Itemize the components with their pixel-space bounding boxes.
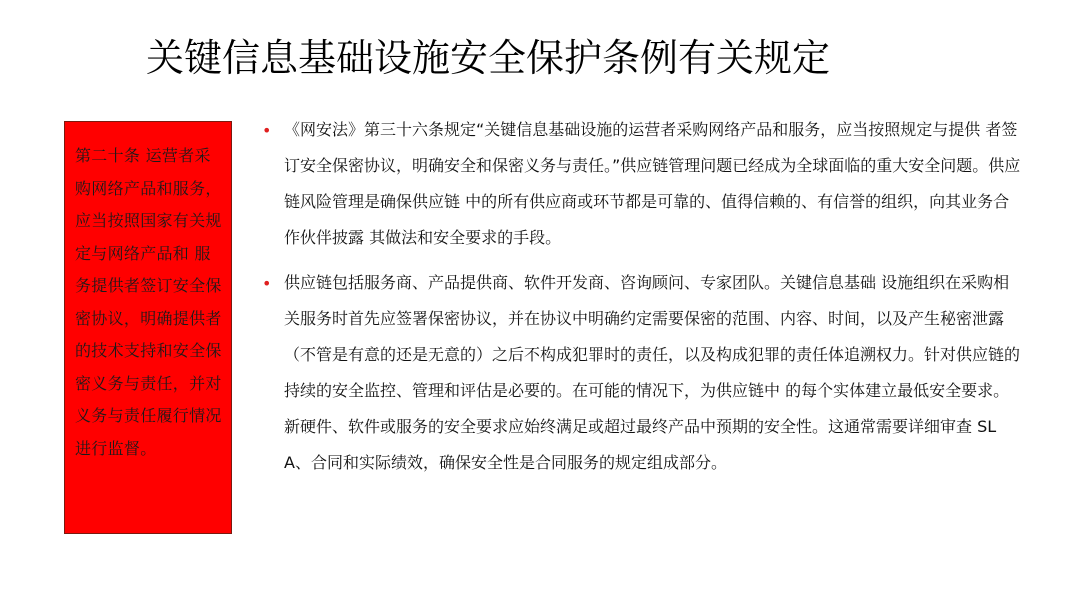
bullet-dot-icon: • — [262, 274, 272, 293]
bullet-text: 供应链包括服务商、产品提供商、软件开发商、咨询顾问、专家团队。关键信息基础 设施组织在采购相关服务时首先应签署保密协议，并在协议中明确约定需要保密的范围、内容、时间，以及产生秘密泄露（不管是有意的还是无意的）之后不构成犯罪时的责任，以及构成犯罪的责任体追溯权力。针对供应链的持续的安全监控、管理和评估是必要的。在可能的情况下，为供应链中 的每个实体建立最低安全要求。新硬件、软件或服务的安全要求应始终满足或超过最终产品中预期的安全性。这通常需要详细审查 SLA、合同和实际绩效，确保安全性是合同服务的规定组成部分。 — [284, 273, 1021, 472]
article-callout-text: 第二十条 运营者采购网络产品和服务，应当按照国家有关规定与网络产品和 服务提供者签订安全保密协议，明确提供者的技术支持和安全保密义务与责任，并对义务与责任履行情况进行监督。 — [75, 146, 222, 458]
slide-title: 关键信息基础设施安全保护条例有关规定 — [146, 36, 831, 80]
bullet-item — [262, 265, 1022, 481]
bullet-dot-icon: • — [262, 121, 272, 140]
bullet-list — [262, 112, 1022, 490]
bullet-text: 《网安法》第三十六条规定“关键信息基础设施的运营者采购网络产品和服务，应当按照规定与提供 者签订安全保密协议，明确安全和保密义务与责任。”供应链管理问题已经成为全球面临的重大安全问题。供应链风险管理是确保供应链 中的所有供应商或环节都是可靠的、值得信赖的、有信誉的组织，向其业务合作伙伴披露 其做法和安全要求的手段。 — [284, 120, 1021, 247]
bullet-item — [262, 112, 1022, 256]
article-callout-box — [64, 121, 232, 534]
